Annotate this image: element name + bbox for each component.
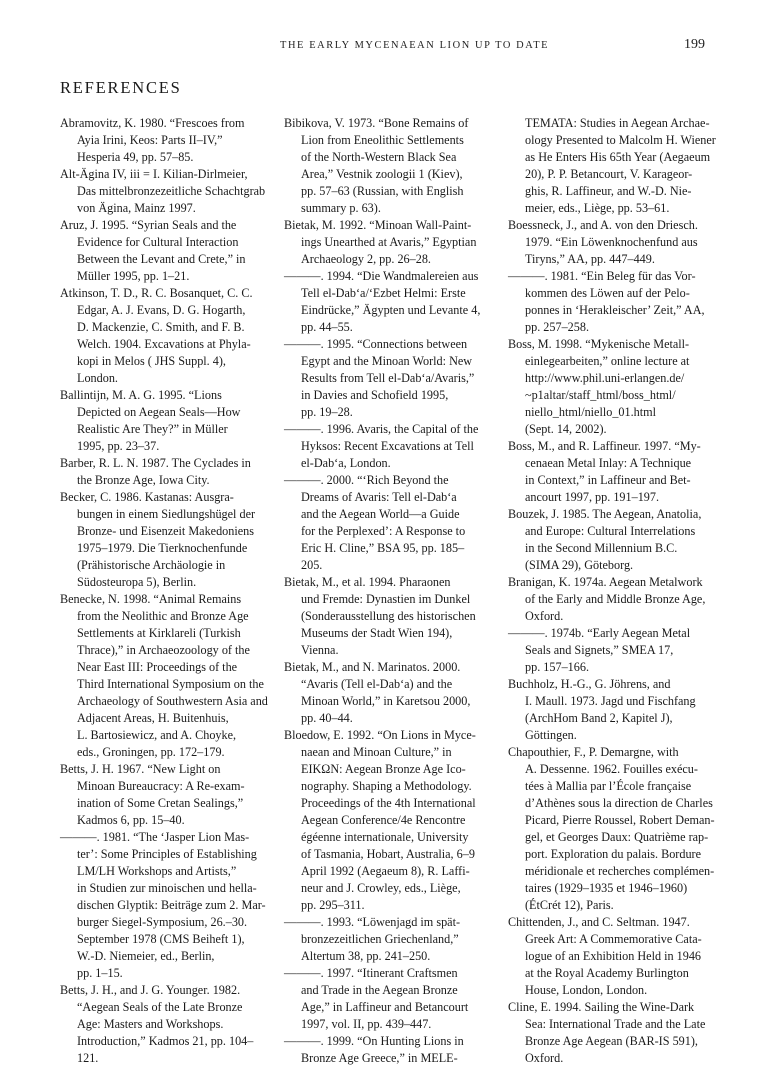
reference-line: Kadmos 6, pp. 15–40. <box>77 813 185 827</box>
reference-line: Boessneck, J., and A. von den Driesch. <box>508 218 698 232</box>
reference-line: Egypt and the Minoan World: New <box>301 354 473 368</box>
reference-line: pp. 257–258. <box>525 320 589 334</box>
reference-line: Atkinson, T. D., R. C. Bosanquet, C. C. <box>60 286 253 300</box>
reference-line: Boss, M. 1998. “Mykenische Metall- <box>508 337 690 351</box>
reference-entry <box>60 591 266 761</box>
reference-line: Archaeology 2, pp. 26–28. <box>301 252 431 266</box>
reference-line: Becker, C. 1986. Kastanas: Ausgra- <box>60 490 234 504</box>
reference-line: gel, et Georges Daux: Quatrième rap- <box>525 830 709 844</box>
reference-line: ———. 1981. “Ein Beleg für das Vor- <box>508 269 696 283</box>
reference-line: Oxford. <box>525 1051 564 1065</box>
reference-entry <box>60 982 266 1067</box>
reference-entry <box>508 115 714 217</box>
reference-line: naean and Minoan Culture,” in <box>301 745 452 759</box>
reference-entry <box>508 217 714 268</box>
reference-line: in the Second Millennium B.C. <box>525 541 678 555</box>
reference-line: ———. 1999. “On Hunting Lions in <box>284 1034 464 1048</box>
reference-line: eds., Groningen, pp. 172–179. <box>77 745 225 759</box>
reference-line: dischen Glyptik: Beiträge zum 2. Mar- <box>77 898 266 912</box>
reference-line: ———. 2000. “‘Rich Beyond the <box>284 473 449 487</box>
reference-line: Settlements at Kirklareli (Turkish <box>77 626 241 640</box>
reference-line: Bloedow, E. 1992. “On Lions in Myce- <box>284 728 476 742</box>
reference-entry <box>284 574 490 659</box>
reference-line: and Trade in the Aegean Bronze <box>301 983 458 997</box>
reference-line: 1997, vol. II, pp. 439–447. <box>301 1017 432 1031</box>
reference-line: Ballintijn, M. A. G. 1995. “Lions <box>60 388 222 402</box>
reference-line: Branigan, K. 1974a. Aegean Metalwork <box>508 575 703 589</box>
reference-line: (ÉtCrét 12), Paris. <box>525 898 614 912</box>
reference-line: ———. 1974b. “Early Aegean Metal <box>508 626 691 640</box>
reference-line: Lion from Eneolithic Settlements <box>301 133 464 147</box>
reference-line: ———. 1993. “Löwenjagd im spät- <box>284 915 461 929</box>
reference-line: Buchholz, H.-G., G. Jöhrens, and <box>508 677 671 691</box>
reference-entry <box>60 761 266 829</box>
reference-entry <box>284 336 490 421</box>
reference-line: und Fremde: Dynastien im Dunkel <box>301 592 471 606</box>
reference-line: House, London, London. <box>525 983 648 997</box>
reference-line: in Studien zur minoischen und hella- <box>77 881 257 895</box>
reference-line: Oxford. <box>525 609 564 623</box>
reference-line: ination of Some Cretan Sealings,” <box>77 796 244 810</box>
reference-line: Benecke, N. 1998. “Animal Remains <box>60 592 242 606</box>
reference-line: cenaean Metal Inlay: A Technique <box>525 456 692 470</box>
reference-line: Proceedings of the 4th International <box>301 796 476 810</box>
reference-line: ponnes in ‘Herakleischer’ Zeit,” AA, <box>525 303 705 317</box>
reference-entry <box>508 744 714 914</box>
reference-line: LM/LH Workshops and Artists,” <box>77 864 237 878</box>
reference-line: ology Presented to Malcolm H. Wiener <box>525 133 716 147</box>
reference-entry <box>508 914 714 999</box>
reference-line: Bronze- und Eisenzeit Makedoniens <box>77 524 255 538</box>
reference-line: pp. 295–311. <box>301 898 365 912</box>
reference-line: of the Early and Middle Bronze Age, <box>525 592 706 606</box>
reference-line: in Context,” in Laffineur and Bet- <box>525 473 691 487</box>
reference-line: Age,” in Laffineur and Betancourt <box>301 1000 469 1014</box>
reference-line: Bibikova, V. 1973. “Bone Remains of <box>284 116 469 130</box>
reference-entry <box>508 574 714 625</box>
reference-line: summary p. 63). <box>301 201 381 215</box>
reference-line: Aegean Conference/4e Rencontre <box>301 813 466 827</box>
reference-line: neur and J. Crowley, eds., Liège, <box>301 881 461 895</box>
reference-line: 1979. “Ein Löwenknochenfund aus <box>525 235 698 249</box>
reference-line: Age: Masters and Workshops. <box>77 1017 224 1031</box>
reference-line: Minoan World,” in Karetsou 2000, <box>301 694 471 708</box>
reference-entry <box>60 217 266 285</box>
reference-line: September 1978 (CMS Beiheft 1), <box>77 932 245 946</box>
reference-line: kommen des Löwen auf der Pelo- <box>525 286 690 300</box>
reference-line: L. Bartosiewicz, and A. Choyke, <box>77 728 237 742</box>
reference-line: Hesperia 49, pp. 57–85. <box>77 150 194 164</box>
reference-line: d’Athènes sous la direction de Charles <box>525 796 713 810</box>
reference-line: Aruz, J. 1995. “Syrian Seals and the <box>60 218 237 232</box>
reference-line: taires (1929–1935 et 1946–1960) <box>525 881 688 895</box>
reference-line: and Europe: Cultural Interrelations <box>525 524 696 538</box>
references-column-3 <box>508 115 714 1067</box>
reference-line: Eric H. Cline,” BSA 95, pp. 185– <box>301 541 465 555</box>
reference-entry <box>284 115 490 217</box>
reference-line: Müller 1995, pp. 1–21. <box>77 269 190 283</box>
reference-line: ings Unearthed at Avaris,” Egyptian <box>301 235 477 249</box>
reference-line: kopi in Melos ( JHS Suppl. 4), <box>77 354 226 368</box>
reference-line: Eindrücke,” Ägypten und Levante 4, <box>301 303 481 317</box>
reference-line: ———. 1994. “Die Wandmalereien aus <box>284 269 479 283</box>
reference-line: pp. 1–15. <box>77 966 123 980</box>
reference-line: Depicted on Aegean Seals—How <box>77 405 241 419</box>
reference-line: Chittenden, J., and C. Seltman. 1947. <box>508 915 690 929</box>
reference-entry <box>284 217 490 268</box>
reference-line: Alt-Ägina IV, iii = I. Kilian-Dirlmeier, <box>60 167 248 181</box>
reference-line: Bouzek, J. 1985. The Aegean, Anatolia, <box>508 507 702 521</box>
reference-entry <box>284 727 490 914</box>
reference-line: Das mittelbronzezeitliche Schachtgrab <box>77 184 266 198</box>
reference-line: (SIMA 29), Göteborg. <box>525 558 634 572</box>
running-head-title: THE EARLY MYCENAEAN LION UP TO DATE <box>280 40 550 51</box>
reference-entry <box>508 336 714 438</box>
reference-entry <box>508 268 714 336</box>
reference-entry <box>60 115 266 166</box>
reference-line: and the Aegean World—a Guide <box>301 507 460 521</box>
reference-line: Betts, J. H. 1967. “New Light on <box>60 762 221 776</box>
reference-line: London. <box>77 371 118 385</box>
reference-line: meier, eds., Liège, pp. 53–61. <box>525 201 670 215</box>
reference-line: ———. 1997. “Itinerant Craftsmen <box>284 966 458 980</box>
reference-line: Vienna. <box>301 643 339 657</box>
reference-line: Tell el-Dab‘a/‘Ezbet Helmi: Erste <box>301 286 466 300</box>
reference-entry <box>508 438 714 506</box>
reference-line: Boss, M., and R. Laffineur. 1997. “My- <box>508 439 701 453</box>
reference-entry <box>60 489 266 591</box>
reference-line: ~p1altar/staff_html/boss_html/ <box>525 388 676 402</box>
reference-line: Göttingen. <box>525 728 577 742</box>
reference-line: el-Dab‘a, London. <box>301 456 391 470</box>
reference-line: Betts, J. H., and J. G. Younger. 1982. <box>60 983 241 997</box>
reference-line: for the Perplexed’: A Response to <box>301 524 466 538</box>
reference-line: Near East III: Proceedings of the <box>77 660 238 674</box>
reference-line: ter’: Some Principles of Establishing <box>77 847 257 861</box>
reference-line: Archaeology of Southwestern Asia and <box>77 694 268 708</box>
reference-entry <box>508 676 714 744</box>
reference-line: of Tasmania, Hobart, Australia, 6–9 <box>301 847 475 861</box>
reference-line: EIKΩN: Aegean Bronze Age Ico- <box>301 762 466 776</box>
reference-line: bungen in einem Siedlungshügel der <box>77 507 256 521</box>
reference-line: D. Mackenzie, C. Smith, and F. B. <box>77 320 245 334</box>
reference-line: 1995, pp. 23–37. <box>77 439 160 453</box>
reference-line: égéenne internationale, University <box>301 830 469 844</box>
reference-line: Hyksos: Recent Excavations at Tell <box>301 439 474 453</box>
reference-line: Greek Art: A Commemorative Cata- <box>525 932 702 946</box>
reference-entry <box>60 455 266 489</box>
reference-line: logue of an Exhibition Held in 1946 <box>525 949 702 963</box>
reference-line: Bietak, M., et al. 1994. Pharaonen <box>284 575 451 589</box>
reference-line: in Davies and Schofield 1995, <box>301 388 449 402</box>
reference-line: the Bronze Age, Iowa City. <box>77 473 210 487</box>
reference-line: Thrace),” in Archaeozoology of the <box>77 643 250 657</box>
reference-line: Bietak, M. 1992. “Minoan Wall-Paint- <box>284 218 472 232</box>
reference-entry <box>508 999 714 1067</box>
reference-line: Adjacent Areas, H. Buitenhuis, <box>77 711 229 725</box>
reference-line: Dreams of Avaris: Tell el-Dab‘a <box>301 490 457 504</box>
reference-line: ghis, R. Laffineur, and W.-D. Nie- <box>525 184 692 198</box>
reference-line: Realistic Are They?” in Müller <box>77 422 228 436</box>
reference-line: pp. 40–44. <box>301 711 353 725</box>
reference-line: niello_html/niello_01.html <box>525 405 657 419</box>
reference-line: Ayia Irini, Keos: Parts II–IV,” <box>77 133 223 147</box>
reference-line: burger Siegel-Symposium, 26.–30. <box>77 915 248 929</box>
reference-line: méridionale et recherches complémen- <box>525 864 715 878</box>
reference-entry <box>60 829 266 982</box>
reference-line: nography. Shaping a Methodology. <box>301 779 472 793</box>
reference-line: Altertum 38, pp. 241–250. <box>301 949 431 963</box>
reference-line: TEMATA: Studies in Aegean Archae- <box>525 116 710 130</box>
reference-line: Sea: International Trade and the Late <box>525 1017 706 1031</box>
reference-line: (Sept. 14, 2002). <box>525 422 607 436</box>
reference-line: Barber, R. L. N. 1987. The Cyclades in <box>60 456 251 470</box>
reference-line: A. Dessenne. 1962. Fouilles exécu- <box>525 762 698 776</box>
references-column-2 <box>284 115 490 1067</box>
page-number: 199 <box>684 37 705 52</box>
reference-line: Museums der Stadt Wien 194), <box>301 626 453 640</box>
reference-line: einlegearbeiten,” online lecture at <box>525 354 690 368</box>
reference-entry <box>284 268 490 336</box>
reference-entry <box>284 659 490 727</box>
section-heading-references: REFERENCES <box>60 78 182 97</box>
reference-line: Results from Tell el-Dab‘a/Avaris,” <box>301 371 475 385</box>
reference-line: W.-D. Niemeier, ed., Berlin, <box>77 949 215 963</box>
reference-entry <box>284 1033 490 1067</box>
reference-line: as He Enters His 65th Year (Aegaeum <box>525 150 711 164</box>
reference-line: Seals and Signets,” SMEA 17, <box>525 643 674 657</box>
reference-entry <box>284 421 490 472</box>
reference-line: Abramovitz, K. 1980. “Frescoes from <box>60 116 245 130</box>
reference-line: Chapouthier, F., P. Demargne, with <box>508 745 679 759</box>
reference-line: tées à Mallia par l’École française <box>525 779 692 793</box>
reference-line: of the North-Western Black Sea <box>301 150 457 164</box>
reference-line: 121. <box>77 1051 99 1065</box>
reference-line: April 1992 (Aegaeum 8), R. Laffi- <box>301 864 470 878</box>
reference-line: pp. 44–55. <box>301 320 353 334</box>
reference-line: Bronze Age Aegean (BAR-IS 591), <box>525 1034 698 1048</box>
reference-line: Tiryns,” AA, pp. 447–449. <box>525 252 655 266</box>
reference-line: Welch. 1904. Excavations at Phyla- <box>77 337 251 351</box>
reference-line: “Aegean Seals of the Late Bronze <box>77 1000 243 1014</box>
reference-line: Südosteuropa 5), Berlin. <box>77 575 197 589</box>
reference-line: pp. 57–63 (Russian, with English <box>301 184 464 198</box>
reference-line: ancourt 1997, pp. 191–197. <box>525 490 660 504</box>
reference-line: (Prähistorische Archäologie in <box>77 558 226 572</box>
reference-line: pp. 19–28. <box>301 405 353 419</box>
reference-line: (Sonderausstellung des historischen <box>301 609 476 623</box>
reference-entry <box>508 625 714 676</box>
reference-line: “Avaris (Tell el-Dab‘a) and the <box>301 677 453 691</box>
reference-line: 205. <box>301 558 323 572</box>
reference-entry <box>284 965 490 1033</box>
reference-line: ———. 1995. “Connections between <box>284 337 468 351</box>
reference-line: Between the Levant and Crete,” in <box>77 252 246 266</box>
reference-line: http://www.phil.uni-erlangen.de/ <box>525 371 685 385</box>
reference-entry <box>508 506 714 574</box>
reference-line: at the Royal Academy Burlington <box>525 966 689 980</box>
reference-line: I. Maull. 1973. Jagd und Fischfang <box>525 694 696 708</box>
reference-line: bronzezeitlichen Griechenland,” <box>301 932 459 946</box>
references-column-1 <box>60 115 266 1067</box>
reference-line: Cline, E. 1994. Sailing the Wine-Dark <box>508 1000 695 1014</box>
reference-line: Evidence for Cultural Interaction <box>77 235 239 249</box>
reference-line: Picard, Pierre Roussel, Robert Deman- <box>525 813 715 827</box>
reference-line: von Ägina, Mainz 1997. <box>77 201 196 215</box>
reference-line: port. Exploration du palais. Bordure <box>525 847 702 861</box>
reference-entry <box>60 285 266 387</box>
reference-line: (ArchHom Band 2, Kapitel J), <box>525 711 673 725</box>
reference-line: pp. 157–166. <box>525 660 589 674</box>
reference-line: Third International Symposium on the <box>77 677 264 691</box>
reference-entry <box>60 166 266 217</box>
reference-line: Introduction,” Kadmos 21, pp. 104– <box>77 1034 254 1048</box>
reference-line: 20), P. P. Betancourt, V. Karageor- <box>525 167 693 181</box>
reference-line: Bietak, M., and N. Marinatos. 2000. <box>284 660 461 674</box>
reference-entry <box>60 387 266 455</box>
reference-line: from the Neolithic and Bronze Age <box>77 609 249 623</box>
reference-line: Area,” Vestnik zoologii 1 (Kiev), <box>301 167 463 181</box>
reference-line: ———. 1996. Avaris, the Capital of the <box>284 422 479 436</box>
reference-entry <box>284 472 490 574</box>
reference-line: ———. 1981. “The ‘Jasper Lion Mas- <box>60 830 250 844</box>
reference-line: Edgar, A. J. Evans, D. G. Hogarth, <box>77 303 246 317</box>
reference-line: Bronze Age Greece,” in MELE- <box>301 1051 458 1065</box>
reference-line: 1975–1979. Die Tierknochenfunde <box>77 541 248 555</box>
reference-entry <box>284 914 490 965</box>
reference-line: Minoan Bureaucracy: A Re-exam- <box>77 779 245 793</box>
